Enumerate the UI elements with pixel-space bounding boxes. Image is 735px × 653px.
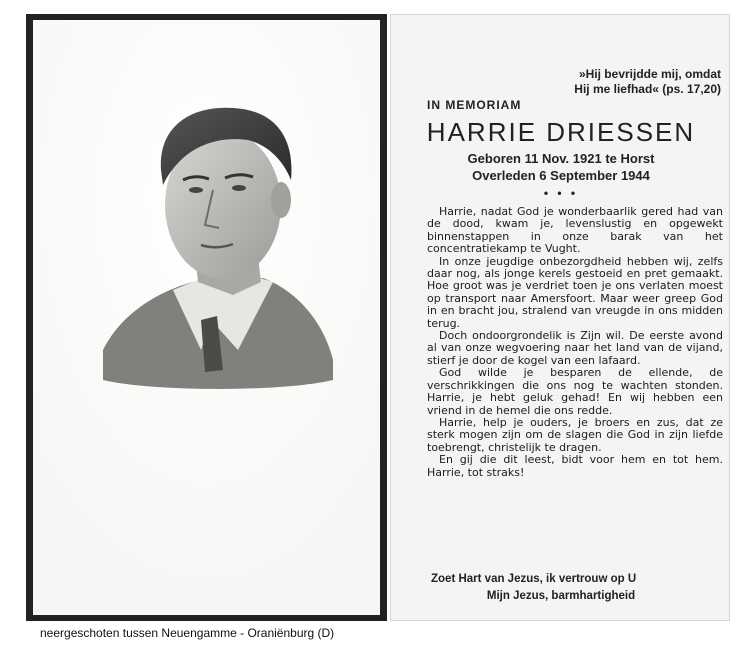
image-caption: neergeschoten tussen Neuengamme - Oraniënburg (D) [40,626,335,640]
deceased-name: HARRIE DRIESSEN [426,117,696,147]
portrait-card [26,14,387,621]
memorial-card [390,14,730,621]
psalm-quote [531,67,721,97]
paragraph-6: En gij die dit leest, bidt voor hem en tot hem. Harrie, tot straks! [427,453,723,479]
paragraph-3: Doch ondoorgrondelik is Zijn wil. De eerste avond al van onze wegvoering naar het land van de vijand, stierf je door de kogel van een lafaard. [427,329,723,367]
paragraph-1: Harrie, nadat God je wonderbaarlik gered had van de dood, kwam je, levenslustig en opgewekt binnenstappen in onze barak van het concentratiekamp te Vught. [427,205,723,256]
paragraph-5: Harrie, help je ouders, je broers en zus, dat ze sterk mogen zijn om de slagen die God in zijn liefde toebrengt, christelijk te dragen. [427,415,723,454]
birth-line: Geboren 11 Nov. 1921 te Horst [467,151,655,166]
separator-dots: • • • [543,186,579,200]
portrait-frame [33,20,380,615]
prayer-line-1: Zoet Hart van Jezus, ik vertrouw op U [431,573,637,585]
psalm-quote-line-2: Hij me liefhad« (ps. 17,20) [574,82,721,96]
prayer-line-2: Mijn Jezus, barmhartigheid [486,590,636,602]
memorial-text [427,206,723,479]
psalm-quote-line-1: »Hij bevrijdde mij, omdat [578,67,721,81]
paragraph-4: God wilde je besparen de ellende, de verschrikkingen die ons nog te wachten stonden. Harrie, je hebt geluk gehad! En wij hebben een vriend in de hemel die ons redde. [427,366,723,417]
portrait-photo [33,20,380,615]
in-memoriam-heading: IN MEMORIAM [427,98,522,112]
death-line: Overleden 6 September 1944 [472,168,650,183]
paragraph-2: In onze jeugdige onbezorgdheid hebben wij, zelfs daar nog, als jonge kerels gestoeid en pret gemaakt. Hoe groot was je verdriet toen je ons verlaten moest op transport naar Amersfoort. Maar weer greep God in en bracht jou, stralend van vreugde in ons midden terug. [427,254,723,330]
